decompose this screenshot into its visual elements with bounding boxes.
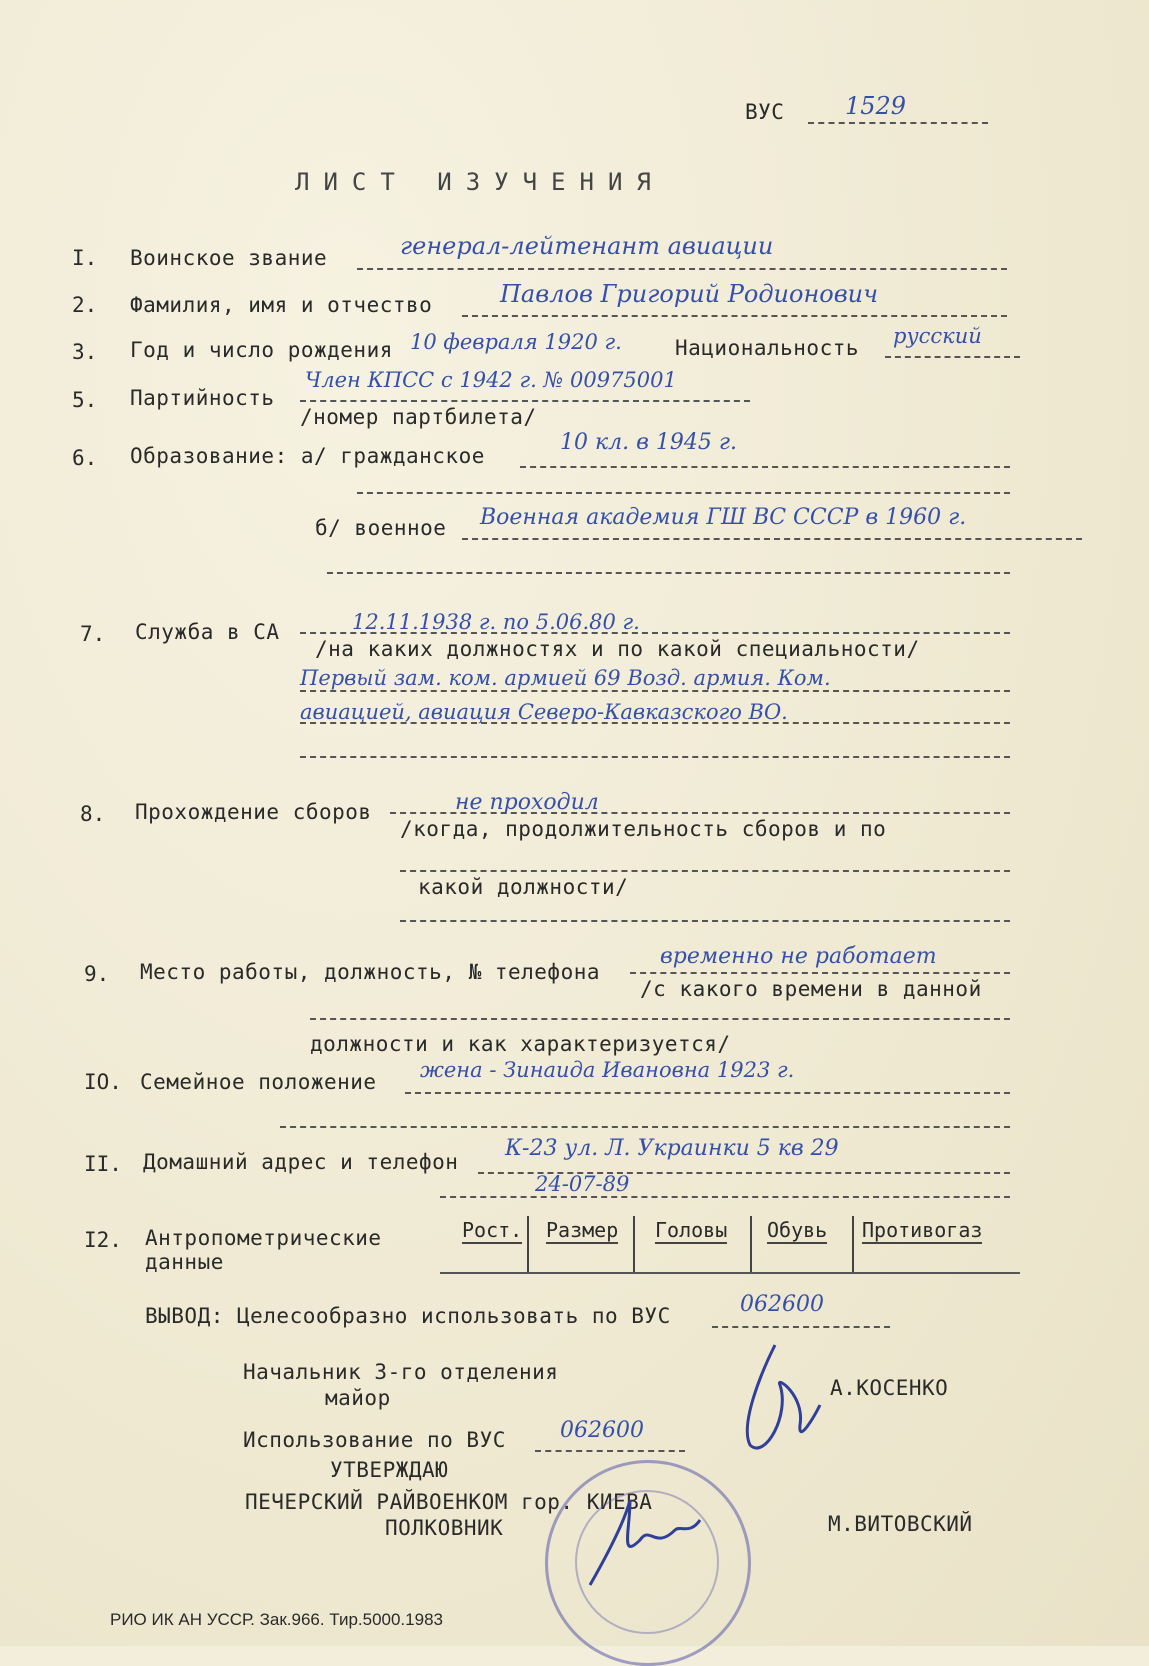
row-8-hint1: /когда, продолжительность сборов и по	[400, 817, 887, 841]
commander-name: М.ВИТОВСКИЙ	[828, 1512, 973, 1536]
row-3-line	[885, 356, 1020, 358]
row-5-value: Член КПСС с 1942 г. № 00975001	[305, 368, 677, 392]
row-2-number: 2.	[72, 293, 98, 317]
commander-signature	[580, 1490, 710, 1600]
chief-name: А.КОСЕНКО	[830, 1376, 949, 1400]
row-12-label2: данные	[145, 1250, 224, 1274]
row-5-label: Партийность	[130, 386, 275, 410]
row-10-label: Семейное положение	[140, 1070, 377, 1094]
row-7-line2: авиацией, авиация Северо-Кавказского ВО.	[300, 700, 788, 724]
row-3-value: 10 февраля 1920 г.	[410, 330, 622, 354]
row-6-line-b	[462, 538, 1082, 540]
row-2-value: Павлов Григорий Родионович	[500, 280, 879, 308]
row-9-number: 9.	[84, 962, 110, 986]
row-2-line	[462, 315, 1007, 317]
row-6-line-2	[357, 492, 1010, 494]
row-6-label-b: б/ военное	[315, 516, 447, 540]
row-11-date: 24-07-89	[535, 1172, 630, 1196]
row-9-value: временно не работает	[660, 944, 937, 969]
row-6-value: 10 кл. в 1945 г.	[560, 430, 738, 455]
row-9-line-2	[310, 1018, 1010, 1020]
row-7-number: 7.	[80, 622, 106, 646]
row-12-label1: Антропометрические	[145, 1226, 382, 1250]
use-line	[535, 1450, 685, 1452]
row-1-label: Воинское звание	[130, 246, 328, 270]
row-3-number: 3.	[72, 340, 98, 364]
row-8-hint2: какой должности/	[418, 875, 629, 899]
table-col-size: Размер	[546, 1218, 619, 1242]
row-10-line	[405, 1092, 1010, 1094]
table-divider-2	[633, 1216, 635, 1274]
vus-value: 1529	[845, 92, 907, 120]
conclusion-value: 062600	[740, 1292, 824, 1317]
row-9-hint2: должности и как характеризуется/	[310, 1032, 731, 1056]
row-10-value: жена - Зинаида Ивановна 1923 г.	[420, 1058, 795, 1082]
row-1-number: I.	[72, 246, 98, 270]
row-11-value: К-23 ул. Л. Украинки 5 кв 29	[505, 1136, 839, 1161]
table-bottom-line	[440, 1272, 1020, 1274]
commander-rank: ПОЛКОВНИК	[385, 1516, 504, 1540]
table-col-gasmask: Противогаз	[862, 1218, 983, 1242]
row-9-hint1: /с какого времени в данной	[640, 977, 982, 1001]
office-label: ПЕЧЕРСКИЙ РАЙВОЕНКОМ гор. КИЕВА	[245, 1490, 653, 1514]
use-label: Использование по ВУС	[243, 1428, 506, 1452]
row-8-line-3	[400, 920, 1010, 922]
row-1-line	[357, 268, 1007, 270]
row-3-label: Год и число рождения	[130, 338, 393, 362]
table-col-height: Рост.	[462, 1218, 523, 1242]
vus-label: ВУС	[745, 100, 785, 124]
row-12-number: I2.	[84, 1228, 122, 1252]
row-6-line-b2	[327, 572, 1010, 574]
row-7-value: 12.11.1938 г. по 5.06.80 г.	[352, 610, 640, 634]
row-9-label: Место работы, должность, № телефона	[140, 960, 601, 984]
row-6-label: Образование: а/ гражданское	[130, 444, 485, 468]
chief-rank: майор	[325, 1386, 391, 1410]
row-1-value: генерал-лейтенант авиации	[400, 232, 774, 260]
row-11-line-2	[440, 1196, 1010, 1198]
conclusion-line	[712, 1326, 890, 1328]
row-10-line-2	[280, 1126, 1010, 1128]
row-6-number: 6.	[72, 446, 98, 470]
table-divider-4	[852, 1216, 854, 1274]
row-7-label: Служба в СА	[135, 620, 280, 644]
row-2-label: Фамилия, имя и отчество	[130, 293, 433, 317]
conclusion-label: ВЫВОД: Целесообразно использовать по ВУС	[145, 1304, 671, 1328]
approve-label: УТВЕРЖДАЮ	[330, 1458, 449, 1482]
print-footer: РИО ИК АН УССР. Зак.966. Тир.5000.1983	[110, 1610, 443, 1629]
row-3-label2: Национальность	[675, 336, 860, 360]
row-8-value: не проходил	[455, 790, 599, 815]
table-col-shoes: Обувь	[767, 1218, 828, 1242]
row-5-hint: /номер партбилета/	[300, 405, 537, 429]
vus-line	[808, 122, 988, 124]
row-8-label: Прохождение сборов	[135, 800, 372, 824]
table-divider-3	[750, 1216, 752, 1274]
table-divider-1	[527, 1216, 529, 1274]
row-9-line	[630, 972, 1010, 974]
row-7-hint: /на каких должностях и по какой специальности/	[315, 637, 920, 661]
chief-title: Начальник 3-го отделения	[243, 1360, 559, 1384]
row-7-line-c	[300, 756, 1010, 758]
table-col-head: Головы	[655, 1218, 728, 1242]
row-7-line1: Первый зам. ком. армией 69 Возд. армия. Ком.	[300, 666, 831, 690]
row-3-value2: русский	[893, 324, 982, 348]
row-8-number: 8.	[80, 802, 106, 826]
document-title: ЛИСТ ИЗУЧЕНИЯ	[295, 168, 665, 196]
row-11-number: II.	[84, 1152, 122, 1176]
row-6-line	[520, 466, 1010, 468]
use-value: 062600	[560, 1418, 644, 1443]
row-6-value-b: Военная академия ГШ ВС СССР в 1960 г.	[480, 505, 967, 530]
row-5-number: 5.	[72, 388, 98, 412]
row-11-label: Домашний адрес и телефон	[143, 1150, 459, 1174]
chief-signature	[720, 1335, 830, 1465]
row-5-line	[300, 400, 750, 402]
row-10-number: IO.	[84, 1070, 122, 1094]
row-7-line-a	[300, 690, 1010, 692]
row-7-line-b	[300, 722, 1010, 724]
row-8-line-2	[400, 870, 1010, 872]
